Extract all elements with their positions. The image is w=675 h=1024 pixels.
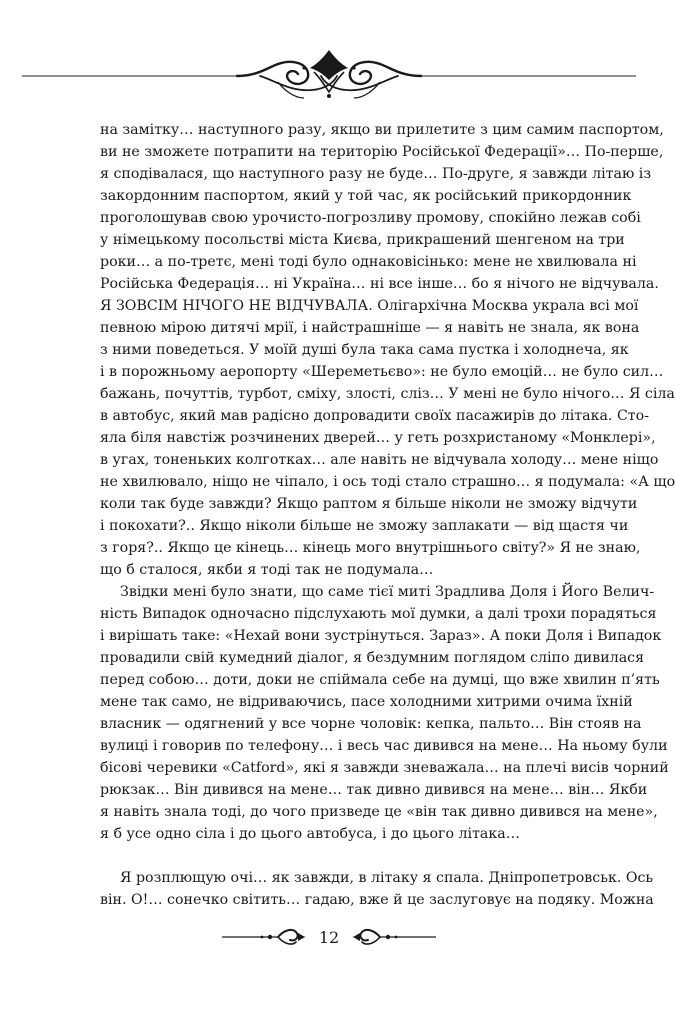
text-line: Я ЗОВСІМ НІЧОГО НЕ ВІДЧУВАЛА. Олігархічна Москва украла всі мої xyxy=(100,298,639,314)
text-line: перед собою… доти, доки не спіймала себе на думці, що вже хвилин п’ять xyxy=(100,672,660,688)
text-line: я навіть знала тоді, до чого призведе це «він так дивно дивився на мене», xyxy=(100,804,658,820)
text-line: яла біля навстіж розчинених дверей… у геть розхристаному «Монклері», xyxy=(100,430,656,446)
text-line: в автобус, який мав радісно допровадити своїх пасажирів до літака. Сто- xyxy=(100,408,649,424)
text-line: власник — одягнений у все чорне чоловік: кепка, пальто… Він стояв на xyxy=(100,716,642,732)
text-line: Російська Федерація… ні Україна… ні все інше… бо я нічого не відчувала. xyxy=(100,276,659,292)
left-footer-ornament xyxy=(222,920,308,954)
text-line: з горя?.. Якщо це кінець… кінець мого внутрішнього світу?» Я не знаю, xyxy=(100,540,641,556)
text-line: з ними поведеться. У моїй душі була така сама пустка і холоднеча, як xyxy=(100,342,629,358)
text-line: роки… а по-третє, мені тоді було однаковісінько: мене не хвилювала ні xyxy=(100,254,637,270)
text-line: Я розплющую очі… як завжди, в літаку я спала. Дніпропетровськ. Ось xyxy=(120,870,654,886)
text-line: і вирішать таке: «Нехай вони зустрінуться. Зараз». А поки Доля і Випадок xyxy=(100,628,662,644)
text-line: не хвилювало, ніщо не чіпало, і ось тоді стало страшно… я подумала: «А що xyxy=(100,474,675,490)
text-line: закордонним паспортом, який у той час, як російський прикордонник xyxy=(100,188,632,204)
text-line: бажань, почуттів, турбот, сміху, злості, сліз… У мені не було нічого… Я сіла xyxy=(100,386,675,402)
text-line: ність Випадок одночасно підслухають мої думки, а далі трохи порадяться xyxy=(100,606,657,622)
page-body xyxy=(100,119,675,911)
text-line: вулиці і говорив по телефону… і весь час дивився на мене… На ньому були xyxy=(100,738,668,754)
page-footer xyxy=(0,920,658,954)
right-footer-ornament xyxy=(350,920,436,954)
text-line: я б усе одно сіла і до цього автобуса, і до цього літака… xyxy=(100,826,520,842)
text-line: провадили свій кумедний діалог, я бездумним поглядом сліпо дивилася xyxy=(100,650,645,666)
text-line: він. О!… сонечко світить… гадаю, вже й це заслуговує на подяку. Можна xyxy=(100,892,654,908)
text-line: Звідки мені було знати, що саме тієї миті Зрадлива Доля і Його Велич- xyxy=(120,584,655,600)
text-line: і покохати?.. Якщо ніколи більше не зможу заплакати — від щастя чи xyxy=(100,518,629,534)
text-line: бісові черевики «Catford», які я завжди зневажала… на плечі висів чорний xyxy=(100,760,669,776)
text-line: ви не зможете потрапити на територію Російської Федерації»… По-перше, xyxy=(100,144,664,160)
text-line: що б сталося, якби я тоді так не подумала… xyxy=(100,562,434,578)
text-line: певною мірою дитячі мрії, і найстрашніше — я навіть не знала, як вона xyxy=(100,320,640,336)
text-line: і в порожньому аеропорту «Шереметьєво»: не було емоцій… не було сил… xyxy=(100,364,664,380)
text-line: мене так само, не відриваючись, пасе холодними хитрими очима їхній xyxy=(100,694,633,710)
text-line: рюкзак… Він дивився на мене… так дивно дивився на мене… він… Якби xyxy=(100,782,648,798)
text-line: проголошував свою урочисто-погрозливу промову, спокійно лежав собі xyxy=(100,210,641,226)
top-ornament xyxy=(22,46,636,102)
text-line: у німецькому посольстві міста Києва, прикрашений шенгеном на три xyxy=(100,232,625,248)
text-line: в угах, тоненьких колготках… але навіть не відчувала холоду… мене ніщо xyxy=(100,452,659,468)
text-line: на замітку… наступного разу, якщо ви прилетите з цим самим паспортом, xyxy=(100,122,664,138)
text-line: коли так буде завжди? Якщо раптом я більше ніколи не зможу відчути xyxy=(100,496,638,512)
paragraph-gap xyxy=(100,845,599,867)
page-number: 12 xyxy=(318,928,340,947)
text-line: я сподівалася, що наступного разу не буде… По-друге, я завжди літаю із xyxy=(100,166,652,182)
